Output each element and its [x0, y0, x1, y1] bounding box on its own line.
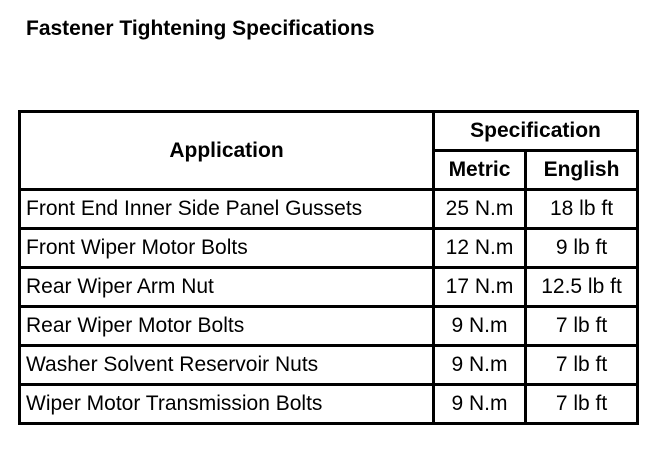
application-cell: Front End Inner Side Panel Gussets	[20, 190, 434, 229]
application-cell: Washer Solvent Reservoir Nuts	[20, 346, 434, 385]
english-cell: 7 lb ft	[526, 385, 638, 424]
table-row	[20, 307, 638, 346]
english-cell: 9 lb ft	[526, 229, 638, 268]
application-cell: Rear Wiper Motor Bolts	[20, 307, 434, 346]
metric-cell: 9 N.m	[434, 385, 526, 424]
english-cell: 12.5 lb ft	[526, 268, 638, 307]
specification-header: Specification	[434, 112, 638, 151]
fastener-spec-table	[18, 110, 639, 425]
application-cell: Rear Wiper Arm Nut	[20, 268, 434, 307]
page-title: Fastener Tightening Specifications	[26, 17, 375, 40]
metric-cell: 12 N.m	[434, 229, 526, 268]
table-header-row	[20, 112, 638, 151]
table-row	[20, 268, 638, 307]
application-cell: Front Wiper Motor Bolts	[20, 229, 434, 268]
english-cell: 7 lb ft	[526, 307, 638, 346]
english-cell: 18 lb ft	[526, 190, 638, 229]
metric-cell: 17 N.m	[434, 268, 526, 307]
metric-cell: 9 N.m	[434, 307, 526, 346]
application-header: Application	[20, 112, 434, 190]
application-cell: Wiper Motor Transmission Bolts	[20, 385, 434, 424]
metric-cell: 9 N.m	[434, 346, 526, 385]
table-row	[20, 385, 638, 424]
metric-cell: 25 N.m	[434, 190, 526, 229]
english-header: English	[526, 151, 638, 190]
metric-header: Metric	[434, 151, 526, 190]
table-row	[20, 346, 638, 385]
english-cell: 7 lb ft	[526, 346, 638, 385]
table-row	[20, 229, 638, 268]
table-row	[20, 190, 638, 229]
